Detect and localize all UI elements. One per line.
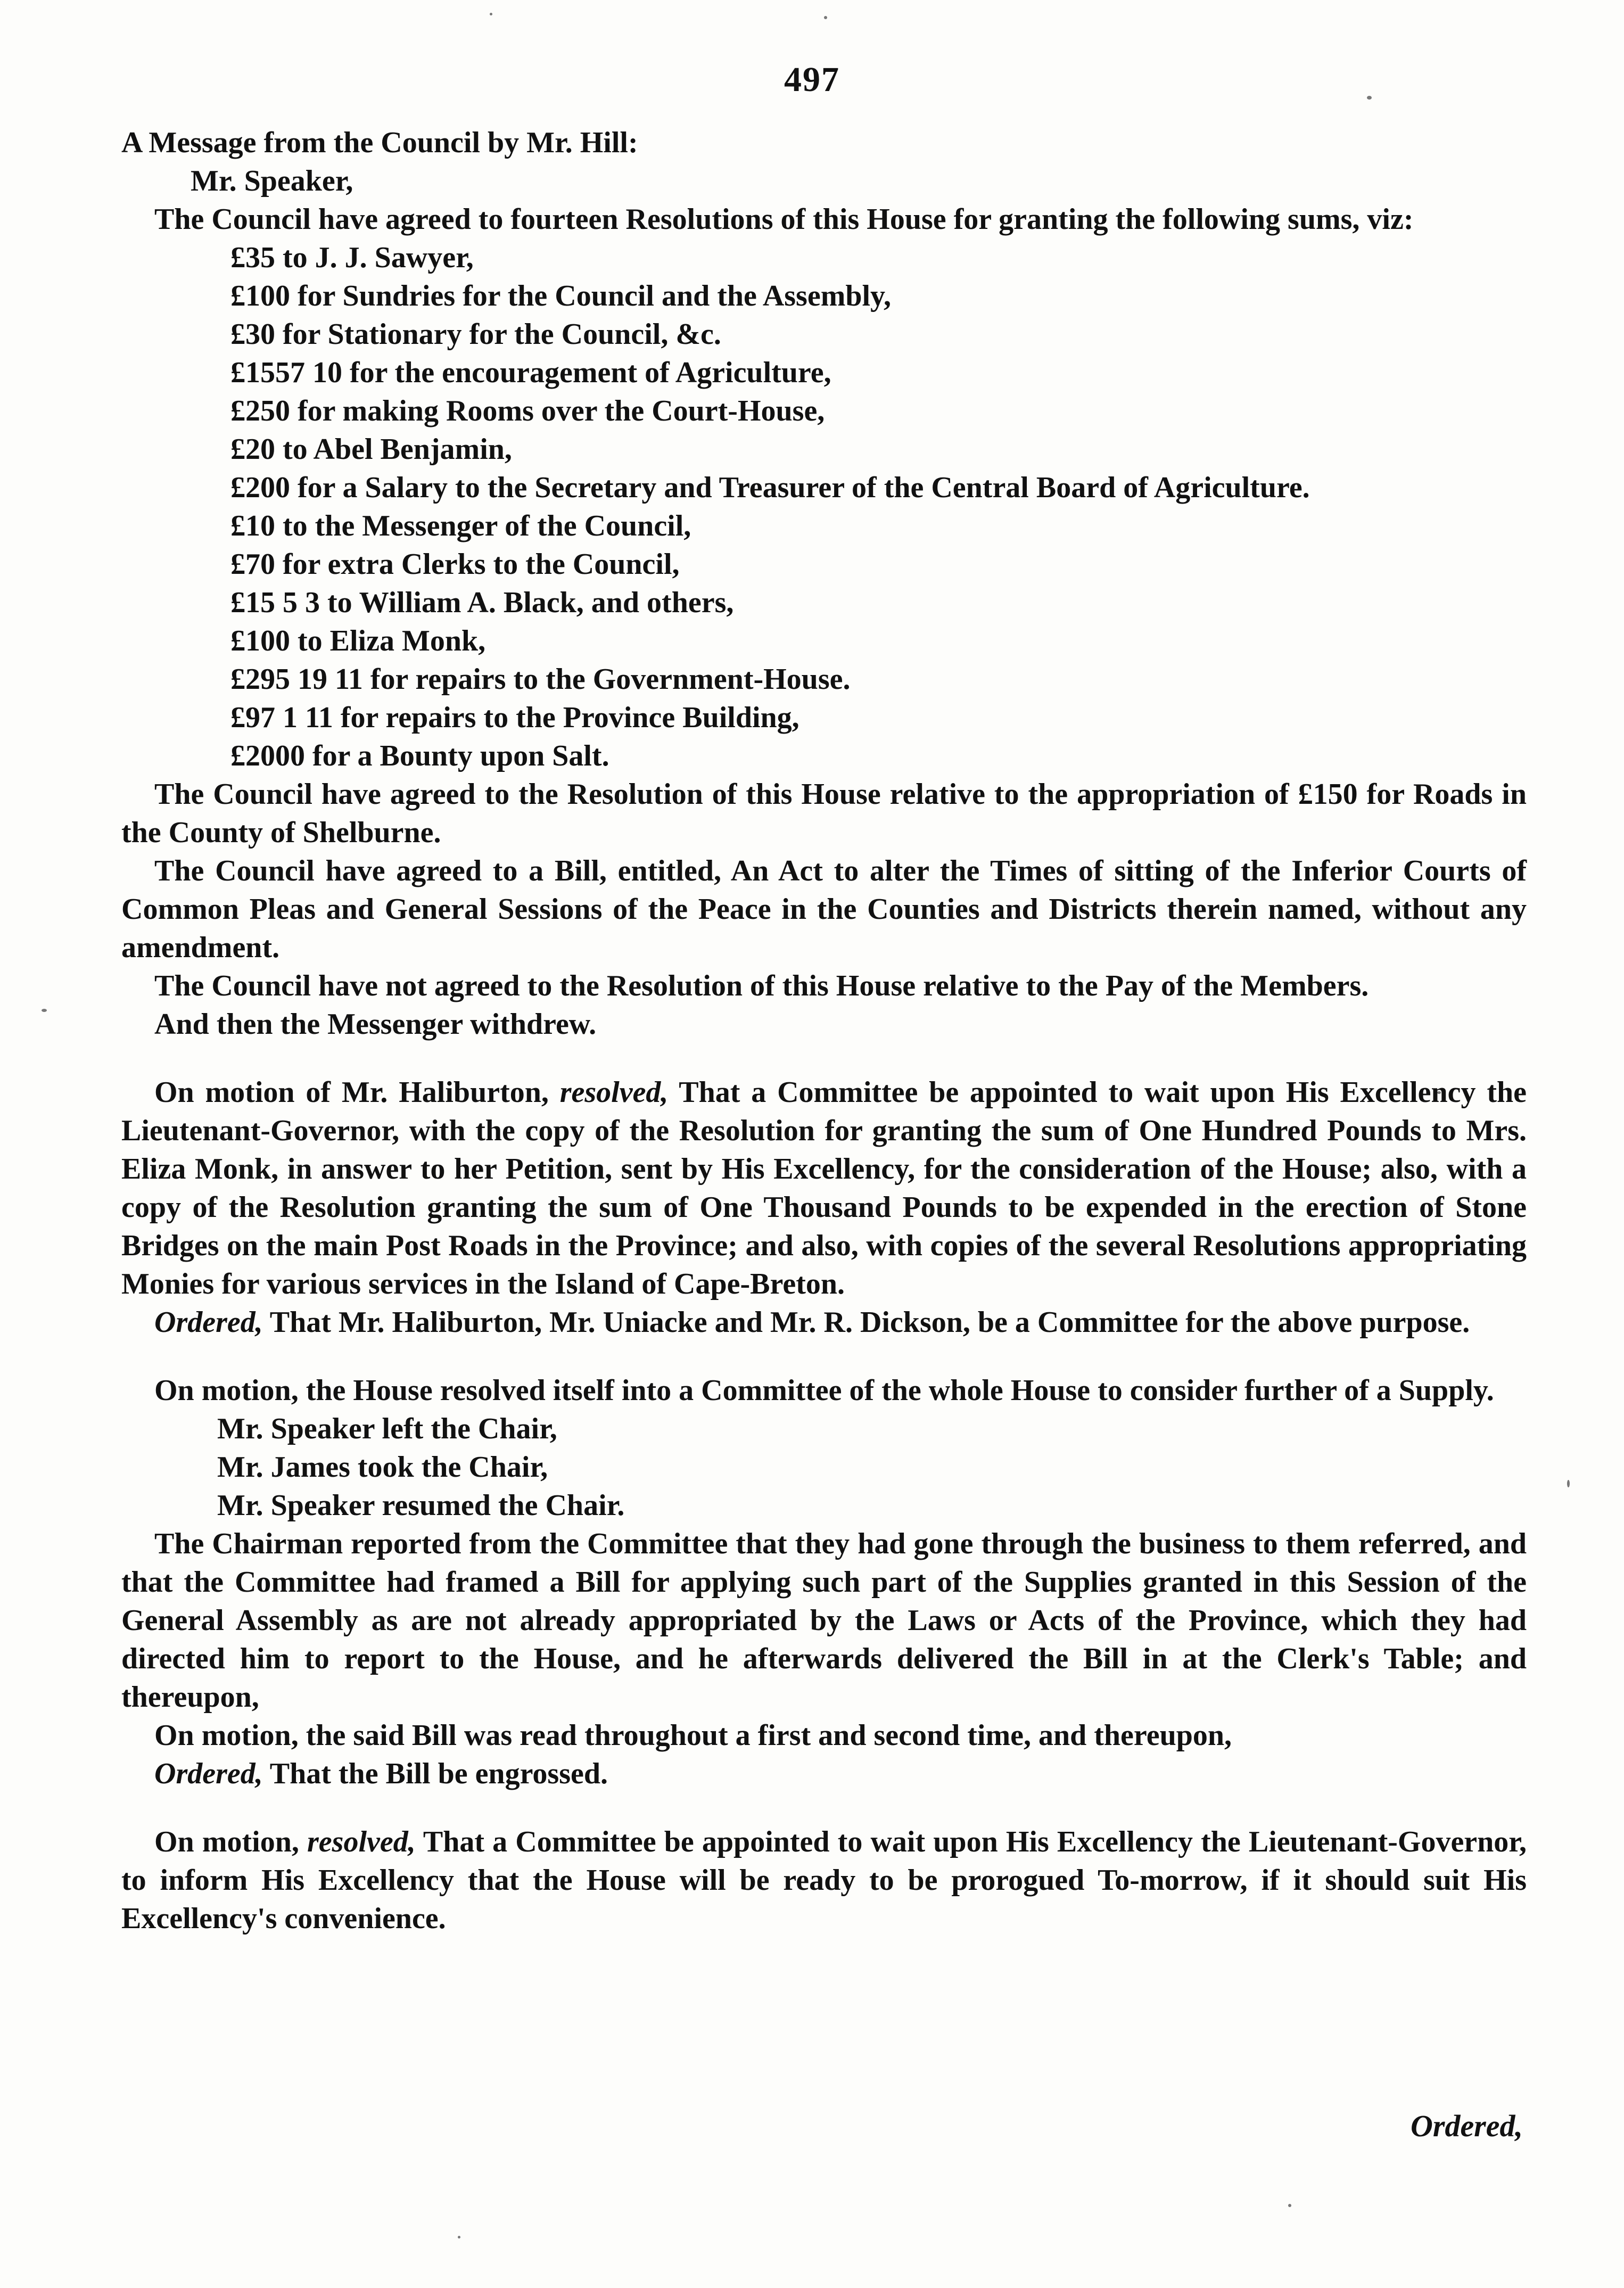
sum-item: £1557 10 for the encouragement of Agriculture, [230,356,831,389]
spacer [121,1043,1527,1073]
resolved-word: resolved, [559,1076,669,1109]
scan-speck [1567,1480,1570,1487]
chair-line: Mr. James took the Chair, [217,1451,548,1484]
sum-item: £100 to Eliza Monk, [230,624,486,657]
resolved-word: resolved, [307,1825,416,1858]
bill-agreed: The Council have agreed to a Bill, entitled, An Act to alter the Times of sitting of the Inferior Courts of Common Pleas and General Sessions of the Peace in the Counties and Districts therein named, without any amendment. [121,854,1527,964]
chairman-report: The Chairman reported from the Committee that they had gone through the business to them referred, and that the Committee had framed a Bill for applying such part of the Supplies granted in this Session of the General Assembly as are not already appropriated by the Laws or Acts of the Province, which they had directed him to report to the House, and he afterwards delivered the Bill in at the Clerk's Table; and thereupon, [121,1527,1527,1714]
bill-reading: On motion, the said Bill was read throughout a first and second time, and thereupon, [154,1719,1232,1752]
messenger-withdrew: And then the Messenger withdrew. [154,1008,597,1041]
sum-item: £20 to Abel Benjamin, [230,433,512,466]
supply-motion: On motion, the House resolved itself into a Committee of the whole House to consider further of a Supply. [154,1374,1494,1407]
ordered-word: Ordered, [154,1306,263,1339]
scan-speck [42,1009,47,1012]
journal-text [121,124,1527,1938]
scan-speck [824,16,827,19]
sum-item: £10 to the Messenger of the Council, [230,509,691,542]
pay-not-agreed: The Council have not agreed to the Resolution of this House relative to the Pay of the Members. [154,969,1369,1002]
message-heading: A Message from the Council by Mr. Hill: [121,126,638,159]
scan-speck [1288,2204,1291,2207]
sum-item: £30 for Stationary for the Council, &c. [230,318,721,351]
sum-item: £100 for Sundries for the Council and the Assembly, [230,279,891,312]
ordered-text: That the Bill be engrossed. [269,1757,608,1790]
committee-motion [121,1073,1527,1303]
sum-item: £97 1 11 for repairs to the Province Building, [230,701,799,734]
sum-item: £70 for extra Clerks to the Council, [230,548,680,581]
sums-list [121,238,1527,775]
ordered-word: Ordered, [154,1757,263,1790]
committee-ordered [121,1303,1527,1341]
sum-item: £295 19 11 for repairs to the Government-House. [230,663,851,696]
chair-line: Mr. Speaker left the Chair, [217,1412,557,1445]
ordered-text: That Mr. Haliburton, Mr. Uniacke and Mr. R. Dickson, be a Committee for the above purpose. [269,1306,1470,1339]
motion-text: That a Committee be appointed to wait upon His Excellency the Lieutenant-Governor, to inform His Excellency that the House will be ready to be prorogued To-morrow, if it should suit His Excellency's convenience. [121,1825,1527,1935]
sum-item: £250 for making Rooms over the Court-House, [230,394,825,427]
roads-resolution: The Council have agreed to the Resolution of this House relative to the appropriation of £150 for Roads in the County of Shelburne. [121,778,1527,849]
sum-item: £35 to J. J. Sawyer, [230,241,474,274]
sum-item: £2000 for a Bounty upon Salt. [230,739,609,772]
sum-item: £15 5 3 to William A. Black, and others, [230,586,734,619]
scan-speck [490,13,492,15]
spacer [121,1793,1527,1823]
prorogue-motion [121,1823,1527,1938]
message-salutation: Mr. Speaker, [191,164,353,197]
catchword: Ordered, [1410,2109,1523,2143]
spacer [121,1341,1527,1371]
motion-lead: On motion of Mr. Haliburton, [154,1076,549,1109]
motion-lead: On motion, [154,1825,299,1858]
page-number: 497 [784,60,840,99]
chair-line: Mr. Speaker resumed the Chair. [217,1489,625,1522]
motion-text: That a Committee be appointed to wait upon His Excellency the Lieutenant-Governor, with the copy of the Resolution for granting the sum of One Hundred Pounds to Mrs. Eliza Monk, in answer to her Petition, sent by His Excellency, for the consideration of the House; also, with a copy of the Resolution granting the sum of One Thousand Pounds to be expended in the erection of Stone Bridges on the main Post Roads in the Province; and also, with copies of the several Resolutions appropriating Monies for various services in the Island of Cape-Breton. [121,1076,1527,1301]
scan-speck [458,2236,460,2238]
message-intro: The Council have agreed to fourteen Resolutions of this House for granting the following sums, viz: [154,203,1414,236]
sum-item: £200 for a Salary to the Secretary and Treasurer of the Central Board of Agriculture. [230,471,1310,504]
supply-ordered [121,1755,1527,1793]
